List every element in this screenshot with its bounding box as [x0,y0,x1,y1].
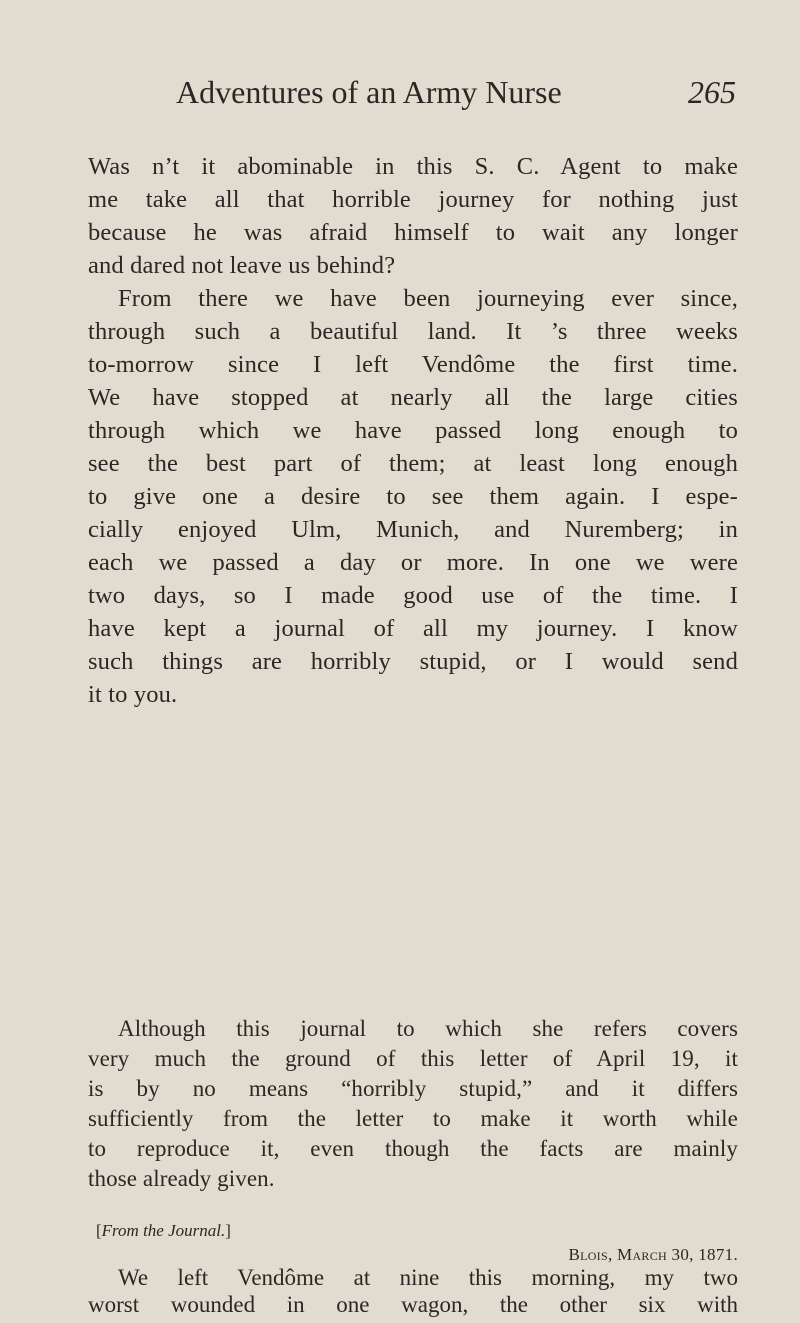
text-line: worst wounded in one wagon, the other six with [88,1292,738,1317]
text-line: have kept a journal of all my journey. I know [88,615,738,642]
text-line: to-morrow since I left Vendôme the first time. [88,351,738,378]
text-line: me take all that horrible journey for nothing just [88,186,738,213]
source-note [96,1220,231,1242]
text-line: sufficiently from the letter to make it worth while [88,1106,738,1131]
text-line: it to you. [88,681,178,708]
text-line: each we passed a day or more. In one we were [88,549,738,576]
text-line: to give one a desire to see them again. I espe- [88,483,738,510]
text-line: through such a beautiful land. It ’s three weeks [88,318,738,345]
running-head-title: Adventures of an Army Nurse [176,74,562,110]
text-line: very much the ground of this letter of April 19, it [88,1046,738,1071]
text-line: and dared not leave us behind? [88,252,396,279]
source-note-text: From the Journal. [101,1221,226,1240]
text-line: to reproduce it, even though the facts are mainly [88,1136,738,1161]
text-line: two days, so I made good use of the time. I [88,582,738,609]
text-line: cially enjoyed Ulm, Munich, and Nuremberg; in [88,516,738,543]
text-line: is by no means “horribly stupid,” and it differs [88,1076,738,1101]
text-line: those already given. [88,1166,275,1191]
text-line: because he was afraid himself to wait any longer [88,219,738,246]
text-line: Although this journal to which she refers covers [118,1016,738,1041]
letter-paragraph-1 [88,150,738,282]
text-line: We left Vendôme at nine this morning, my two [118,1265,738,1290]
editor-commentary [88,1014,738,1194]
text-line: Was n’t it abominable in this S. C. Agent to make [88,153,738,180]
page-number: 265 [688,74,736,110]
text-line: through which we have passed long enough to [88,417,738,444]
running-head [176,72,736,116]
text-line: We have stopped at nearly all the large cities [88,384,738,411]
source-note-open-bracket: [ [96,1221,102,1240]
text-line: From there we have been journeying ever since, [118,285,738,312]
letter-paragraph-2 [88,282,738,711]
text-line: such things are horribly stupid, or I would send [88,648,738,675]
dateline: Blois, March 30, 1871. [568,1245,738,1264]
text-line: see the best part of them; at least long enough [88,450,738,477]
journal-entry [88,1264,738,1318]
source-note-close-bracket: ] [225,1221,231,1240]
